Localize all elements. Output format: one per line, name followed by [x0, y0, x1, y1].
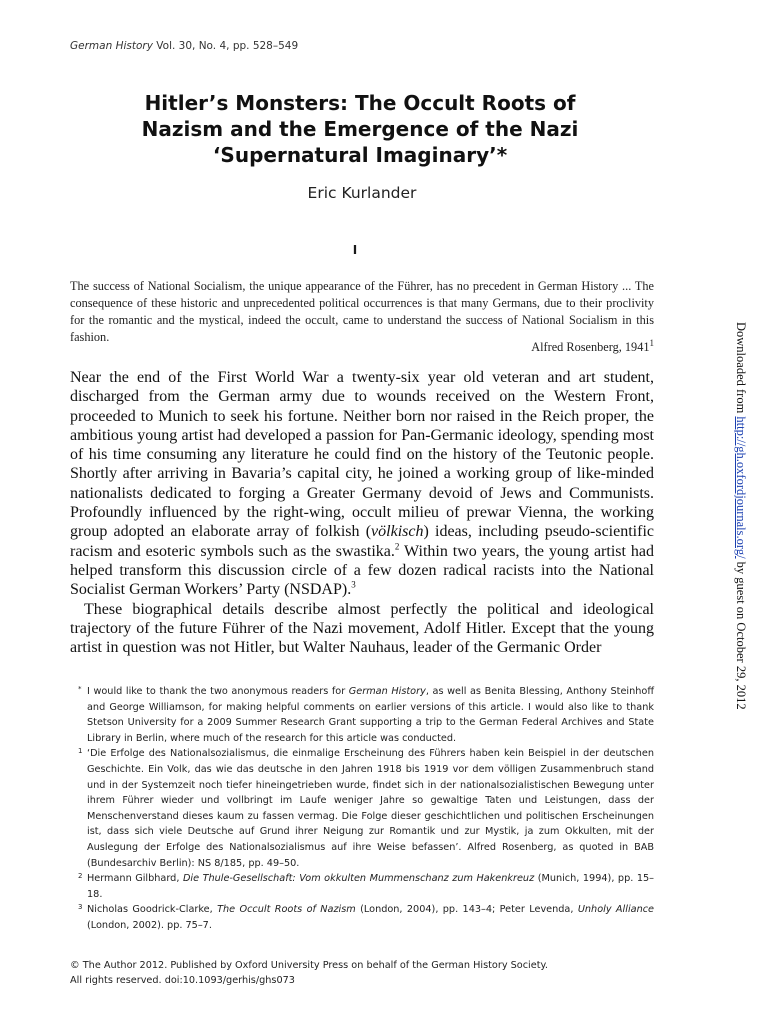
- paragraph-1: [70, 368, 654, 600]
- footnote-2-italic: Die Thule-Gesellschaft: Vom okkulten Mummenschanz zum Hakenkreuz: [182, 873, 535, 885]
- title-line-3: ‘Supernatural Imaginary’*: [212, 143, 508, 167]
- footnote-3: [78, 902, 654, 933]
- epigraph-attribution: Alfred Rosenberg, 1941: [531, 340, 650, 354]
- article-title: [110, 90, 610, 168]
- footnote-3-text-b: (London, 2004), pp. 143–4; Peter Levenda,: [355, 904, 578, 916]
- footnote-ref-3[interactable]: 3: [351, 579, 356, 590]
- footnote-2: [78, 871, 654, 902]
- journal-details: Vol. 30, No. 4, pp. 528–549: [152, 40, 299, 52]
- footnote-1-text: ‘Die Erfolge des Nationalsozialismus, die einmalige Erscheinung des Führers haben kein Beispiel in der deutschen Geschichte. Ein Volk, das wie das deutsche in den Jahren 1918 bis 1919 vor dem völligen Zusammenbruch stand und in der Systemzeit noch tiefer hineingetrieben wurde, findet sich in der nationalsozialistischen Bewegung unter ihrem Führer wieder und vollbringt im Laufe weniger Jahre so gewaltige Taten und Leistungen, dass der Menschenverstand dieses kaum zu fassen vermag. Die Folge dieser geschichtlichen und politischen Erscheinungen ist, dass sich viele Deutsche auf Grund ihrer Neigung zur Romantik und zur Mystik, ja zum Okkulten, mit der Auslegung der Erfolge des Nationalsozialismus auf ihre Weise befassen’. Alfred Rosenberg, as quoted in BAB (Bundesarchiv Berlin): NS 8/185, pp. 49–50.: [87, 748, 654, 869]
- footnote-3-text-a: Nicholas Goodrick-Clarke,: [87, 904, 218, 916]
- footnotes: [78, 684, 654, 934]
- footnote-star-italic: German History: [348, 686, 426, 697]
- footnote-1: [78, 746, 654, 871]
- footnote-2-text-b: (Munich, 1994), pp. 15–18.: [87, 873, 655, 900]
- epigraph-source: [70, 337, 654, 355]
- body-text: [70, 368, 654, 657]
- footnote-star-text-b: , as well as Benita Blessing, Anthony Steinhoff and George Williamson, for making helpful comments on earlier versions of this article. I would also like to thank Stetson University for a 2009 Summer Research Grant supporting a trip to the German Federal Archives and State Library in Berlin, where much of the research for this article was conducted.: [87, 686, 654, 744]
- footnote-star-text-a: I would like to thank the two anonymous readers for: [87, 686, 349, 697]
- title-line-1: Hitler’s Monsters: The Occult Roots of: [144, 91, 576, 115]
- footnote-3-text-c: (London, 2002). pp. 75–7.: [87, 919, 212, 931]
- journal-name: German History: [70, 40, 153, 52]
- paragraph-1-italic: völkisch: [371, 523, 424, 541]
- author-name: Eric Kurlander: [307, 184, 417, 202]
- running-head: [70, 40, 298, 52]
- watermark-suffix: by guest on October 29, 2012: [734, 558, 748, 710]
- footnote-star: [78, 684, 654, 746]
- footnote-2-text-a: Hermann Gilbhard,: [87, 873, 183, 885]
- watermark-prefix: Downloaded from: [734, 322, 748, 417]
- footnote-mark: 1: [78, 747, 83, 756]
- footnote-ref-1[interactable]: 1: [649, 337, 654, 348]
- copyright-line-2: All rights reserved. doi:10.1093/gerhis/ghs073: [70, 975, 295, 986]
- copyright-line-1: © The Author 2012. Published by Oxford University Press on behalf of the German History Society.: [70, 960, 548, 971]
- footnote-3-italic-1: The Occult Roots of Nazism: [217, 904, 356, 916]
- paragraph-1-text-c: Within two years, the young artist had helped transform this discussion circle of a few dozen radical racists into the National Socialist German Workers’ Party (NSDAP).: [70, 542, 655, 599]
- footnote-mark: 2: [78, 872, 83, 881]
- footnote-mark: 3: [78, 903, 83, 912]
- journal-link[interactable]: http://gh.oxfordjournals.org/: [734, 416, 748, 559]
- title-line-2: Nazism and the Emergence of the Nazi: [141, 117, 579, 141]
- paragraph-1-text-b: ) ideas, including pseudo-scientific racism and esoteric symbols such as the swastika.: [70, 523, 654, 560]
- footnote-mark: *: [78, 685, 82, 693]
- paragraph-1-text-a: Near the end of the First World War a twenty-six year old veteran and art student, discharged from the German army due to wounds received on the Western Front, proceeded to Munich to seek his fortune. Neither born nor raised in the Reich proper, the ambitious young artist had developed a passion for Pan-Germanic ideology, spending most of his time consuming any literature he could find on the history of the Teutonic people. Shortly after arriving in Bavaria’s capital city, he joined a working group of like-minded nationalists dedicated to forging a Greater Germany devoid of Jews and Communists. Profoundly influenced by the right-wing, occult milieu of prewar Vienna, the working group adopted an elaborate array of folkish (: [70, 369, 654, 541]
- section-number: I: [352, 243, 358, 257]
- footnote-ref-2[interactable]: 2: [394, 541, 400, 552]
- download-watermark: [732, 322, 752, 710]
- paragraph-2: These biographical details describe almost perfectly the political and ideological trajectory of the future Führer of the Nazi movement, Adolf Hitler. Except that the young artist in question was not Hitler, but Walter Nauhaus, leader of the Germanic Order: [70, 600, 654, 657]
- epigraph-text: The success of National Socialism, the unique appearance of the Führer, has no precedent in German History ... The consequence of these historic and unprecedented political occurrences is that many Germans, due to their proclivity for the romantic and the mystical, indeed the occult, came to understand the success of National Socialism in this fashion.: [70, 279, 654, 344]
- footnote-3-italic-2: Unholy Alliance: [577, 904, 654, 916]
- copyright-notice: [70, 958, 630, 988]
